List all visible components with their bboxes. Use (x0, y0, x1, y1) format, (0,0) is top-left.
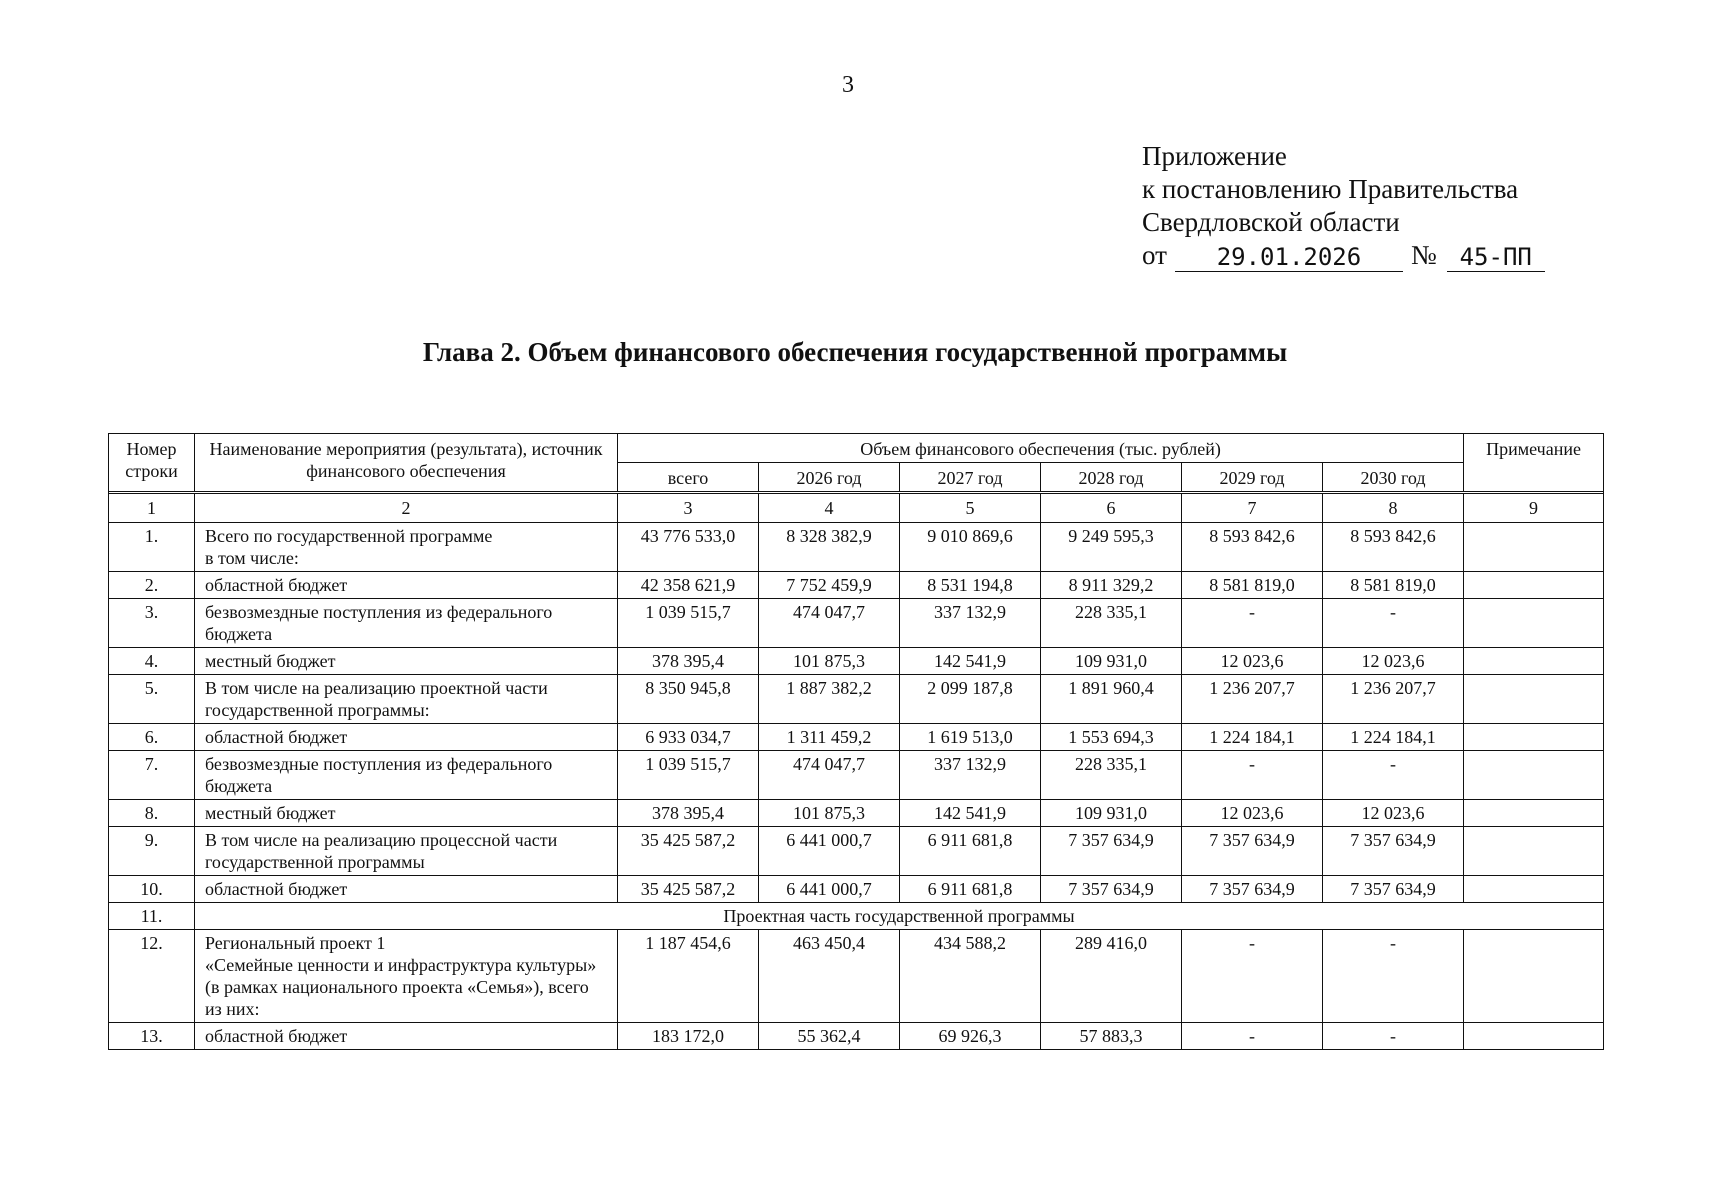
column-number: 8 (1323, 494, 1464, 523)
amount-cell: 42 358 621,9 (618, 572, 759, 599)
row-name: областной бюджет (195, 1023, 618, 1050)
number-label: № (1410, 240, 1437, 270)
amount-cell: 7 357 634,9 (1323, 876, 1464, 903)
table-row (109, 827, 1604, 876)
amount-cell: 1 224 184,1 (1323, 724, 1464, 751)
amount-cell: 2 099 187,8 (900, 675, 1041, 724)
amount-cell: 9 249 595,3 (1041, 523, 1182, 572)
amount-cell: 1 619 513,0 (900, 724, 1041, 751)
amount-cell: 463 450,4 (759, 930, 900, 1023)
annex-block (1142, 140, 1545, 272)
amount-cell: 9 010 869,6 (900, 523, 1041, 572)
amount-cell: 55 362,4 (759, 1023, 900, 1050)
header-year-2028: 2028 год (1041, 463, 1182, 492)
note-cell (1464, 930, 1604, 1023)
amount-cell: 1 311 459,2 (759, 724, 900, 751)
row-number: 9. (109, 827, 195, 876)
amount-cell: - (1182, 930, 1323, 1023)
amount-cell: 35 425 587,2 (618, 876, 759, 903)
table-row (109, 675, 1604, 724)
note-cell (1464, 827, 1604, 876)
amount-cell: - (1323, 599, 1464, 648)
table-header (109, 434, 1604, 492)
header-note: Примечание (1464, 434, 1604, 492)
note-cell (1464, 876, 1604, 903)
amount-cell: 8 593 842,6 (1323, 523, 1464, 572)
amount-cell: - (1182, 599, 1323, 648)
note-cell (1464, 648, 1604, 675)
header-year-2027: 2027 год (900, 463, 1041, 492)
amount-cell: 7 357 634,9 (1041, 827, 1182, 876)
row-number: 4. (109, 648, 195, 675)
column-number: 3 (618, 494, 759, 523)
table-row (109, 903, 1604, 930)
note-cell (1464, 800, 1604, 827)
column-number: 1 (109, 494, 195, 523)
resolution-date: 29.01.2026 (1175, 243, 1403, 272)
amount-cell: 378 395,4 (618, 648, 759, 675)
amount-cell: 8 581 819,0 (1323, 572, 1464, 599)
amount-cell: 1 887 382,2 (759, 675, 900, 724)
amount-cell: 43 776 533,0 (618, 523, 759, 572)
amount-cell: 1 224 184,1 (1182, 724, 1323, 751)
amount-cell: 228 335,1 (1041, 751, 1182, 800)
amount-cell: 289 416,0 (1041, 930, 1182, 1023)
row-number: 8. (109, 800, 195, 827)
header-year-2030: 2030 год (1323, 463, 1464, 492)
row-name: В том числе на реализацию проектной части государственной программы: (195, 675, 618, 724)
amount-cell: - (1182, 751, 1323, 800)
amount-cell: 1 236 207,7 (1182, 675, 1323, 724)
amount-cell: 474 047,7 (759, 599, 900, 648)
row-name: безвозмездные поступления из федерального бюджета (195, 599, 618, 648)
amount-cell: 337 132,9 (900, 599, 1041, 648)
amount-cell: 337 132,9 (900, 751, 1041, 800)
note-cell (1464, 523, 1604, 572)
amount-cell: 7 357 634,9 (1182, 876, 1323, 903)
amount-cell: 1 039 515,7 (618, 599, 759, 648)
column-number: 9 (1464, 494, 1604, 523)
amount-cell: 12 023,6 (1323, 800, 1464, 827)
amount-cell: 183 172,0 (618, 1023, 759, 1050)
row-number: 10. (109, 876, 195, 903)
note-cell (1464, 572, 1604, 599)
amount-cell: 6 441 000,7 (759, 876, 900, 903)
amount-cell: 6 441 000,7 (759, 827, 900, 876)
amount-cell: 101 875,3 (759, 648, 900, 675)
row-name: безвозмездные поступления из федерального бюджета (195, 751, 618, 800)
amount-cell: 474 047,7 (759, 751, 900, 800)
amount-cell: 8 531 194,8 (900, 572, 1041, 599)
note-cell (1464, 675, 1604, 724)
row-number: 1. (109, 523, 195, 572)
amount-cell: 35 425 587,2 (618, 827, 759, 876)
amount-cell: 12 023,6 (1323, 648, 1464, 675)
from-label: от (1142, 240, 1167, 270)
amount-cell: - (1182, 1023, 1323, 1050)
amount-cell: 6 911 681,8 (900, 827, 1041, 876)
amount-cell: 109 931,0 (1041, 800, 1182, 827)
amount-cell: 8 911 329,2 (1041, 572, 1182, 599)
row-number: 13. (109, 1023, 195, 1050)
amount-cell: 378 395,4 (618, 800, 759, 827)
header-total: всего (618, 463, 759, 492)
table-row (109, 599, 1604, 648)
amount-cell: - (1323, 1023, 1464, 1050)
note-cell (1464, 751, 1604, 800)
table-row (109, 876, 1604, 903)
amount-cell: 142 541,9 (900, 800, 1041, 827)
column-number-row (109, 494, 1604, 523)
amount-cell: 69 926,3 (900, 1023, 1041, 1050)
amount-cell: 12 023,6 (1182, 648, 1323, 675)
amount-cell: 7 752 459,9 (759, 572, 900, 599)
row-number: 3. (109, 599, 195, 648)
amount-cell: 109 931,0 (1041, 648, 1182, 675)
amount-cell: 8 350 945,8 (618, 675, 759, 724)
row-name: местный бюджет (195, 800, 618, 827)
chapter-title: Глава 2. Объем финансового обеспечения государственной программы (422, 337, 1288, 367)
header-year-2029: 2029 год (1182, 463, 1323, 492)
header-year-2026: 2026 год (759, 463, 900, 492)
header-name: Наименование мероприятия (результата), источник финансового обеспечения (195, 434, 618, 492)
table-row (109, 751, 1604, 800)
table-row (109, 1023, 1604, 1050)
amount-cell: - (1323, 751, 1464, 800)
amount-cell: 434 588,2 (900, 930, 1041, 1023)
row-name: областной бюджет (195, 876, 618, 903)
amount-cell: 1 039 515,7 (618, 751, 759, 800)
note-cell (1464, 1023, 1604, 1050)
row-number: 6. (109, 724, 195, 751)
funding-table (108, 433, 1604, 1050)
header-row-number: Номер строки (109, 434, 195, 492)
annex-line-1: Приложение (1142, 141, 1287, 171)
amount-cell: 6 933 034,7 (618, 724, 759, 751)
row-name: местный бюджет (195, 648, 618, 675)
section-heading: Проектная часть государственной программы (195, 903, 1604, 930)
amount-cell: 6 911 681,8 (900, 876, 1041, 903)
annex-line-3: Свердловской области (1142, 207, 1400, 237)
amount-cell: 7 357 634,9 (1182, 827, 1323, 876)
row-number: 2. (109, 572, 195, 599)
amount-cell: - (1323, 930, 1464, 1023)
table-row (109, 930, 1604, 1023)
table-row (109, 523, 1604, 572)
annex-date-line (1142, 239, 1545, 272)
amount-cell: 142 541,9 (900, 648, 1041, 675)
note-cell (1464, 724, 1604, 751)
row-name: Региональный проект 1 «Семейные ценности и инфраструктура культуры» (в рамках национального проекта «Семья»), всего из них: (195, 930, 618, 1023)
amount-cell: 228 335,1 (1041, 599, 1182, 648)
resolution-number: 45-ПП (1447, 243, 1545, 272)
column-number: 2 (195, 494, 618, 523)
row-name: В том числе на реализацию процессной части государственной программы (195, 827, 618, 876)
amount-cell: 8 581 819,0 (1182, 572, 1323, 599)
table-row (109, 800, 1604, 827)
row-number: 11. (109, 903, 195, 930)
table-row (109, 572, 1604, 599)
amount-cell: 1 187 454,6 (618, 930, 759, 1023)
table-body (109, 492, 1604, 1050)
annex-line-2: к постановлению Правительства (1142, 174, 1519, 204)
amount-cell: 7 357 634,9 (1041, 876, 1182, 903)
amount-cell: 12 023,6 (1182, 800, 1323, 827)
note-cell (1464, 599, 1604, 648)
row-name: областной бюджет (195, 724, 618, 751)
header-funding: Объем финансового обеспечения (тыс. рублей) (618, 434, 1464, 463)
amount-cell: 8 593 842,6 (1182, 523, 1323, 572)
column-number: 5 (900, 494, 1041, 523)
row-name: областной бюджет (195, 572, 618, 599)
amount-cell: 7 357 634,9 (1323, 827, 1464, 876)
amount-cell: 1 236 207,7 (1323, 675, 1464, 724)
amount-cell: 1 891 960,4 (1041, 675, 1182, 724)
amount-cell: 8 328 382,9 (759, 523, 900, 572)
amount-cell: 1 553 694,3 (1041, 724, 1182, 751)
column-number: 6 (1041, 494, 1182, 523)
amount-cell: 57 883,3 (1041, 1023, 1182, 1050)
row-number: 7. (109, 751, 195, 800)
row-name: Всего по государственной программе в том числе: (195, 523, 618, 572)
table-row (109, 724, 1604, 751)
column-number: 4 (759, 494, 900, 523)
row-number: 5. (109, 675, 195, 724)
row-number: 12. (109, 930, 195, 1023)
column-number: 7 (1182, 494, 1323, 523)
page-number: 3 (842, 72, 854, 98)
amount-cell: 101 875,3 (759, 800, 900, 827)
table-row (109, 648, 1604, 675)
